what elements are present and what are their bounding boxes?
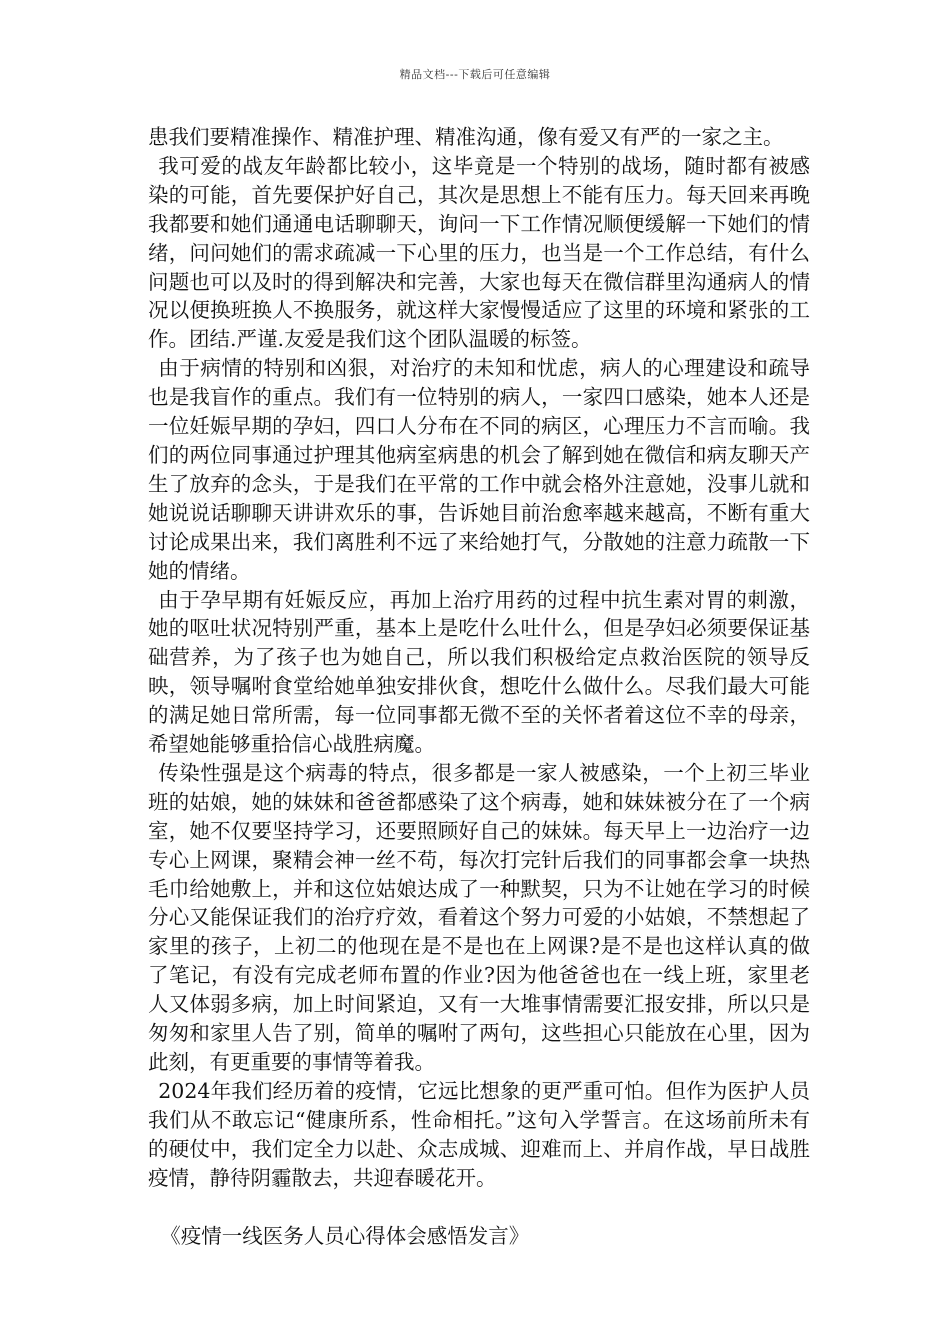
paragraph-6: 2024年我们经历着的疫情，它远比想象的更严重可怕。但作为医护人员我们从不敢忘记“健康所系，性命相托。”这句入学誓言。在这场前所未有的硬仗中，我们定全力以赴、众志成城、迎难而上、并肩作战，早日战胜疫情，静待阴霾散去，共迎春暖花开。 — [148, 1078, 810, 1190]
paragraph-3: 由于病情的特别和凶狠，对治疗的未知和忧虑，病人的心理建设和疏导也是我盲作的重点。我们有一位特别的病人，一家四口感染，她本人还是一位妊娠早期的孕妇，四口人分布在不同的病区，心理压力不言而喻。我们的两位同事通过护理其他病室病患的机会了解到她在微信和病友聊天产生了放弃的念头，于是我们在平常的工作中就会格外注意她，没事儿就和她说说话聊聊天讲讲欢乐的事，告诉她目前治愈率越来越高，不断有重大讨论成果出来，我们离胜利不远了来给她打气，分散她的注意力疏散一下她的情绪。 — [148, 356, 810, 583]
closing-title: 《疫情一线医务人员心得体会感悟发言》 — [160, 1223, 530, 1248]
paragraph-4: 由于孕早期有妊娠反应，再加上治疗用药的过程中抗生素对胃的刺激，她的呕吐状况特别严重，基本上是吃什么吐什么，但是孕妇必须要保证基础营养，为了孩子也为她自己，所以我们积极给定点救治医院的领导反映，领导嘱咐食堂给她单独安排伙食，想吃什么做什么。尽我们最大可能的满足她日常所需，每一位同事都无微不至的关怀者着这位不幸的母亲，希望她能够重拾信心战胜病魔。 — [148, 587, 810, 757]
document-body — [148, 123, 810, 1250]
paragraph-5: 传染性强是这个病毒的特点，很多都是一家人被感染，一个上初三毕业班的姑娘，她的妹妹和爸爸都感染了这个病毒，她和妹妹被分在了一个病室，她不仅要坚持学习，还要照顾好自己的妹妹。每天早上一边治疗一边专心上网课，聚精会神一丝不苟，每次打完针后我们的同事都会拿一块热毛巾给她敷上，并和这位姑娘达成了一种默契，只为不让她在学习的时候分心又能保证我们的治疗疗效，看着这个努力可爱的小姑娘，不禁想起了家里的孩子，上初二的他现在是不是也在上网课?是不是也这样认真的做了笔记，有没有完成老师布置的作业?因为他爸爸也在一线上班，家里老人又体弱多病，加上时间紧迫，又有一大堆事情需要汇报安排，所以只是匆匆和家里人告了别，简单的嘱咐了两句，这些担心只能放在心里，因为此刻，有更重要的事情等着我。 — [148, 760, 810, 1074]
paragraph-1: 患我们要精准操作、精准护理、精准沟通，像有爱又有严的一家之主。 — [148, 125, 784, 149]
paragraph-2: 我可爱的战友年龄都比较小，这毕竟是一个特别的战场，随时都有被感染的可能，首先要保护好自己，其次是思想上不能有压力。每天回来再晚我都要和她们通通电话聊聊天，询问一下工作情况顺便缓解一下她们的情绪，问问她们的需求疏减一下心里的压力，也当是一个工作总结，有什么问题也可以及时的得到解决和完善，大家也每天在微信群里沟通病人的情况以便换班换人不换服务，就这样大家慢慢适应了这里的环境和紧张的工作。团结.严谨.友爱是我们这个团队温暖的标签。 — [148, 153, 810, 352]
page-header-note: 精品文档---下载后可任意编辑 — [399, 68, 551, 81]
